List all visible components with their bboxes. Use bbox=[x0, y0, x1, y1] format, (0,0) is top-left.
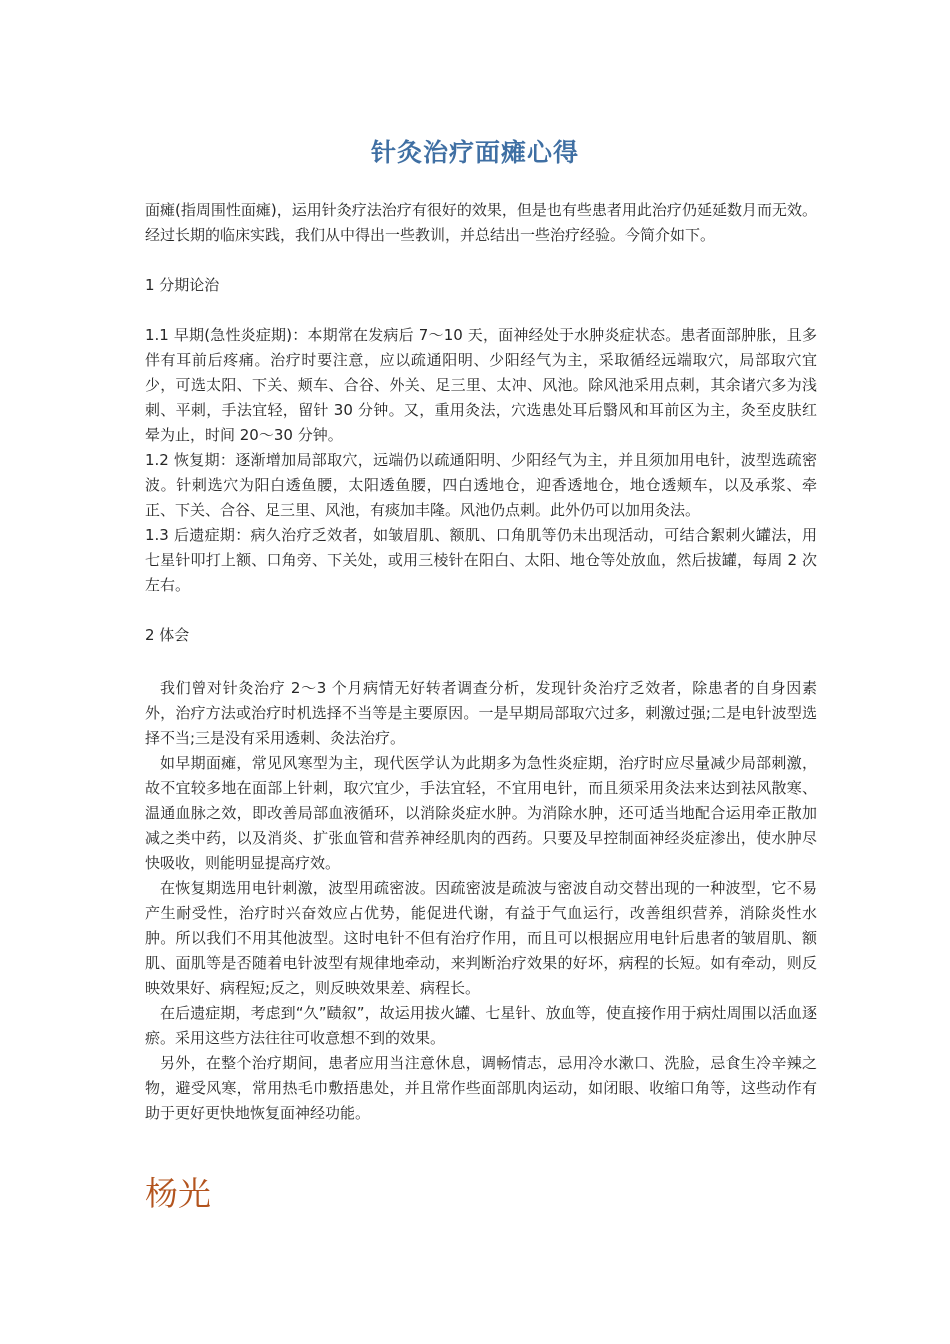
spacer bbox=[145, 648, 817, 676]
section-heading-staging: 1 分期论治 bbox=[145, 276, 220, 294]
paragraph-investigation: 我们曾对针灸治疗 2～3 个月病情无好转者调查分析，发现针灸治疗乏效者，除患者的自身因素外，治疗方法或治疗时机选择不当等是主要原因。一是早期局部取穴过多，刺激过强;二是电针波型选择不当;三是没有采用透刺、灸法治疗。 bbox=[145, 679, 817, 747]
spacer bbox=[145, 248, 817, 273]
spacer bbox=[145, 298, 817, 323]
spacer bbox=[145, 598, 817, 623]
document-body bbox=[145, 198, 817, 1126]
intro-paragraph: 面瘫(指周围性面瘫)，运用针灸疗法治疗有很好的效果，但是也有些患者用此治疗仍延延数月而无效。经过长期的临床实践，我们从中得出一些教训，并总结出一些治疗经验。今简介如下。 bbox=[145, 201, 817, 244]
paragraph-care-advice: 另外，在整个治疗期间，患者应用当注意休息，调畅情志，忌用冷水漱口、洗脸，忌食生冷辛辣之物，避受风寒，常用热毛巾敷捂患处，并且常作些面部肌肉运动，如闭眼、收缩口角等，这些动作有助于更好更快地恢复面神经功能。 bbox=[145, 1054, 817, 1122]
paragraph-recovery-stage: 1.2 恢复期：逐渐增加局部取穴，远端仍以疏通阳明、少阳经气为主，并且须加用电针，波型选疏密波。针刺选穴为阳白透鱼腰，太阳透鱼腰，四白透地仓，迎香透地仓，地仓透颊车，以及承浆、牵正、下关、合谷、足三里、风池，有痰加丰隆。风池仍点刺。此外仍可以加用灸法。 bbox=[145, 451, 817, 519]
paragraph-early-facial-palsy: 如早期面瘫，常见风寒型为主，现代医学认为此期多为急性炎症期，治疗时应尽量减少局部刺激，故不宜较多地在面部上针刺，取穴宜少，手法宜轻，不宜用电针，而且须采用灸法来达到祛风散寒、温通血脉之效，即改善局部血液循环，以消除炎症水肿。为消除水肿，还可适当地配合运用牵正散加减之类中药，以及消炎、扩张血管和营养神经肌肉的西药。只要及早控制面神经炎症渗出，使水肿尽快吸收，则能明显提高疗效。 bbox=[145, 754, 817, 872]
author-name: 杨光 bbox=[145, 1174, 211, 1213]
paragraph-sequelae: 在后遗症期，考虑到“久”赜叙”，故运用拔火罐、七星针、放血等，使直接作用于病灶周围以活血逐瘀。采用这些方法往往可收意想不到的效果。 bbox=[145, 1004, 817, 1047]
paragraph-electroacupuncture: 在恢复期选用电针刺激，波型用疏密波。因疏密波是疏波与密波自动交替出现的一种波型，它不易产生耐受性，治疗时兴奋效应占优势，能促进代谢，有益于气血运行，改善组织营养，消除炎性水肿。所以我们不用其他波型。这时电针不但有治疗作用，而且可以根据应用电针后患者的皱眉肌、额肌、面肌等是否随着电针波型有规律地牵动，来判断治疗效果的好坏，病程的长短。如有牵动，则反映效果好、病程短;反之，则反映效果差、病程长。 bbox=[145, 879, 817, 997]
paragraph-early-stage: 1.1 早期(急性炎症期)：本期常在发病后 7～10 天，面神经处于水肿炎症状态。患者面部肿胀，且多伴有耳前后疼痛。治疗时要注意，应以疏通阳明、少阳经气为主，采取循经远端取穴，局部取穴宜少，可选太阳、下关、颊车、合谷、外关、足三里、太冲、风池。除风池采用点刺，其余诸穴多为浅刺、平刺，手法宜轻，留针 30 分钟。又，重用灸法，穴选患处耳后翳风和耳前区为主，灸至皮肤红晕为止，时间 20～30 分钟。 bbox=[145, 326, 817, 444]
section-heading-experience: 2 体会 bbox=[145, 626, 190, 644]
document-title: 针灸治疗面瘫心得 bbox=[370, 138, 579, 167]
paragraph-sequelae-stage: 1.3 后遗症期：病久治疗乏效者，如皱眉肌、额肌、口角肌等仍未出现活动，可结合絮刺火罐法，用七星针叩打上额、口角旁、下关处，或用三棱针在阳白、太阳、地仓等处放血，然后拔罐，每周 2 次左右。 bbox=[145, 526, 817, 594]
